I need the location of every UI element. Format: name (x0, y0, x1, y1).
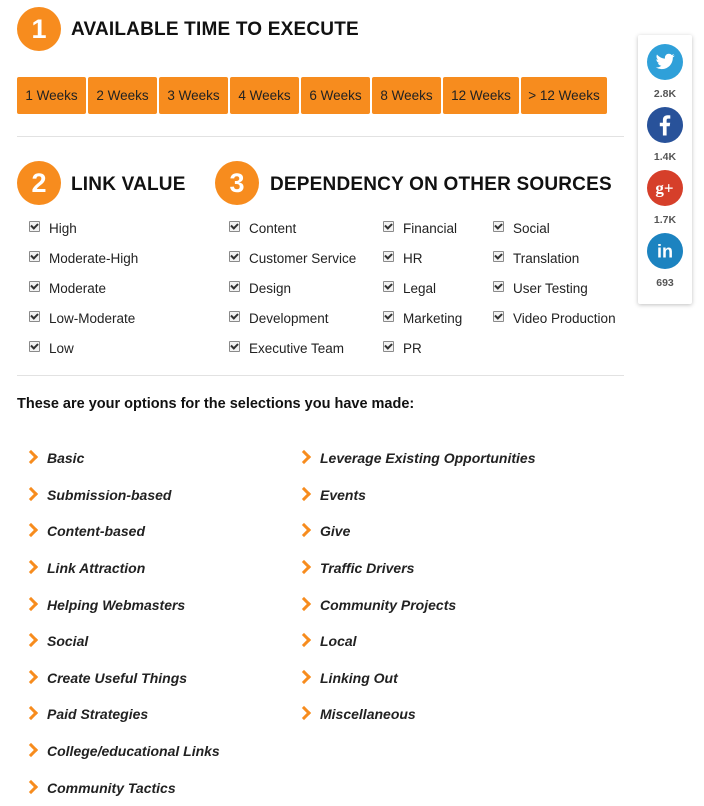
checkbox-check-icon (29, 341, 40, 352)
option-link[interactable] (298, 660, 536, 697)
chevron-right-icon (24, 743, 38, 757)
checkbox-pr[interactable] (383, 334, 462, 364)
checkbox-label: Content (249, 220, 297, 236)
step-1-badge: 1 (17, 7, 61, 51)
section-1-title: AVAILABLE TIME TO EXECUTE (71, 19, 359, 40)
weeks-selector (17, 77, 607, 114)
option-link[interactable] (298, 440, 536, 477)
option-label: College/educational Links (47, 743, 220, 760)
checkbox-check-icon (229, 221, 240, 232)
checkbox-label: Low-Moderate (49, 311, 136, 327)
facebook-icon (647, 107, 683, 143)
checkbox-low[interactable] (29, 334, 138, 364)
option-label: Give (320, 523, 351, 540)
option-label: Linking Out (320, 669, 398, 686)
option-link[interactable] (25, 733, 220, 770)
option-link[interactable] (298, 696, 536, 733)
dependency-list-col-1 (229, 213, 356, 364)
link-value-list (29, 213, 138, 364)
googleplus-count: 1.7K (653, 214, 677, 226)
checkbox-check-icon (383, 341, 394, 352)
checkbox-translation[interactable] (493, 243, 616, 273)
chevron-right-icon (297, 670, 311, 684)
section-3-title: DEPENDENCY ON OTHER SOURCES (270, 174, 612, 195)
linkedin-share-button[interactable] (647, 233, 683, 269)
googleplus-icon (647, 170, 683, 206)
checkbox-check-icon (229, 251, 240, 262)
checkbox-check-icon (29, 281, 40, 292)
checkbox-legal[interactable] (383, 273, 462, 303)
checkbox-label: Financial (403, 220, 458, 236)
checkbox-label: Moderate-High (49, 250, 139, 266)
checkbox-check-icon (493, 251, 504, 262)
chevron-right-icon (24, 633, 38, 647)
chevron-right-icon (24, 450, 38, 464)
section-2-title: LINK VALUE (71, 174, 186, 195)
week-option-4[interactable]: 4 Weeks (230, 77, 299, 114)
checkbox-label: Translation (513, 250, 580, 266)
checkbox-low-moderate[interactable] (29, 304, 138, 334)
option-label: Social (47, 633, 89, 650)
checkbox-executive-team[interactable] (229, 334, 356, 364)
options-list-col-1 (25, 440, 220, 806)
chevron-right-icon (24, 597, 38, 611)
option-link[interactable] (25, 440, 220, 477)
social-share-bar (638, 35, 692, 304)
week-option-6[interactable]: 6 Weeks (301, 77, 370, 114)
linkedin-glyph: in (657, 241, 673, 262)
options-intro: These are your options for the selections you have made: (17, 396, 415, 412)
option-link[interactable] (298, 477, 536, 514)
options-list-col-2 (298, 440, 536, 733)
twitter-icon (647, 44, 683, 80)
checkbox-label: HR (403, 250, 423, 266)
checkbox-check-icon (229, 341, 240, 352)
twitter-count: 2.8K (653, 88, 677, 100)
checkbox-check-icon (383, 311, 394, 322)
checkbox-check-icon (29, 251, 40, 262)
option-link[interactable] (25, 550, 220, 587)
checkbox-check-icon (493, 221, 504, 232)
week-option-3[interactable]: 3 Weeks (159, 77, 228, 114)
checkbox-design[interactable] (229, 273, 356, 303)
chevron-right-icon (24, 706, 38, 720)
option-label: Community Projects (320, 596, 457, 613)
checkbox-check-icon (493, 311, 504, 322)
week-option-2[interactable]: 2 Weeks (88, 77, 157, 114)
chevron-right-icon (297, 633, 311, 647)
chevron-right-icon (297, 487, 311, 501)
checkbox-social[interactable] (493, 213, 616, 243)
checkbox-check-icon (493, 281, 504, 292)
option-label: Traffic Drivers (320, 560, 415, 577)
week-option-12[interactable]: 12 Weeks (443, 77, 519, 114)
chevron-right-icon (24, 523, 38, 537)
facebook-share-button[interactable] (647, 107, 683, 143)
checkbox-moderate[interactable] (29, 273, 138, 303)
chevron-right-icon (297, 706, 311, 720)
checkbox-label: PR (403, 341, 422, 357)
checkbox-label: Design (249, 280, 292, 296)
chevron-right-icon (297, 597, 311, 611)
dependency-list-col-2 (383, 213, 462, 364)
checkbox-label: Legal (403, 280, 437, 296)
googleplus-share-button[interactable] (647, 170, 683, 206)
divider-2 (17, 375, 624, 376)
linkedin-count: 693 (656, 277, 674, 289)
option-label: Miscellaneous (320, 706, 416, 723)
option-link[interactable] (298, 513, 536, 550)
chevron-right-icon (24, 487, 38, 501)
checkbox-check-icon (383, 251, 394, 262)
checkbox-customer-service[interactable] (229, 243, 356, 273)
option-label: Events (320, 486, 366, 503)
option-link[interactable] (25, 660, 220, 697)
week-option-8[interactable]: 8 Weeks (372, 77, 441, 114)
checkbox-content[interactable] (229, 213, 356, 243)
option-link[interactable] (25, 623, 220, 660)
option-label: Submission-based (47, 486, 172, 503)
checkbox-check-icon (383, 281, 394, 292)
chevron-right-icon (297, 523, 311, 537)
checkbox-check-icon (229, 311, 240, 322)
option-link[interactable] (298, 550, 536, 587)
checkbox-label: Video Production (513, 311, 616, 327)
option-link[interactable] (25, 586, 220, 623)
linkedin-icon (647, 233, 683, 269)
checkbox-check-icon (383, 221, 394, 232)
checkbox-label: Executive Team (249, 341, 345, 357)
option-link[interactable] (298, 586, 536, 623)
chevron-right-icon (297, 560, 311, 574)
option-label: Basic (47, 450, 85, 467)
checkbox-label: Customer Service (249, 250, 357, 266)
checkbox-label: User Testing (513, 280, 588, 296)
checkbox-moderate-high[interactable] (29, 243, 138, 273)
chevron-right-icon (24, 560, 38, 574)
checkbox-marketing[interactable] (383, 304, 462, 334)
checkbox-high[interactable] (29, 213, 138, 243)
week-option-1[interactable]: 1 Weeks (17, 77, 86, 114)
checkbox-check-icon (229, 281, 240, 292)
checkbox-label: Development (249, 311, 329, 327)
option-label: Create Useful Things (47, 669, 188, 686)
option-label: Community Tactics (47, 779, 176, 796)
option-label: Content-based (47, 523, 145, 540)
option-link[interactable] (25, 696, 220, 733)
dependency-list-col-3 (493, 213, 616, 334)
checkbox-check-icon (29, 221, 40, 232)
option-link[interactable] (25, 769, 220, 806)
chevron-right-icon (24, 670, 38, 684)
step-2-badge: 2 (17, 161, 61, 205)
checkbox-label: Low (49, 341, 74, 357)
checkbox-label: Moderate (49, 280, 107, 296)
option-label: Leverage Existing Opportunities (320, 450, 536, 467)
option-label: Local (320, 633, 357, 650)
twitter-share-button[interactable] (647, 44, 683, 80)
googleplus-glyph: g+ (655, 178, 674, 198)
option-link[interactable] (298, 623, 536, 660)
chevron-right-icon (297, 450, 311, 464)
option-link[interactable] (25, 513, 220, 550)
option-label: Link Attraction (47, 560, 146, 577)
divider-1 (17, 136, 624, 137)
checkbox-check-icon (29, 311, 40, 322)
week-option-12-plus[interactable]: > 12 Weeks (521, 77, 607, 114)
facebook-count: 1.4K (653, 151, 677, 163)
checkbox-hr[interactable] (383, 243, 462, 273)
checkbox-user-testing[interactable] (493, 273, 616, 303)
checkbox-financial[interactable] (383, 213, 462, 243)
option-link[interactable] (25, 477, 220, 514)
step-3-badge: 3 (215, 161, 259, 205)
checkbox-development[interactable] (229, 304, 356, 334)
checkbox-label: Social (513, 220, 550, 236)
option-label: Helping Webmasters (47, 596, 186, 613)
checkbox-label: High (49, 220, 77, 236)
chevron-right-icon (24, 780, 38, 794)
option-label: Paid Strategies (47, 706, 149, 723)
checkbox-label: Marketing (403, 311, 463, 327)
checkbox-video-production[interactable] (493, 304, 616, 334)
